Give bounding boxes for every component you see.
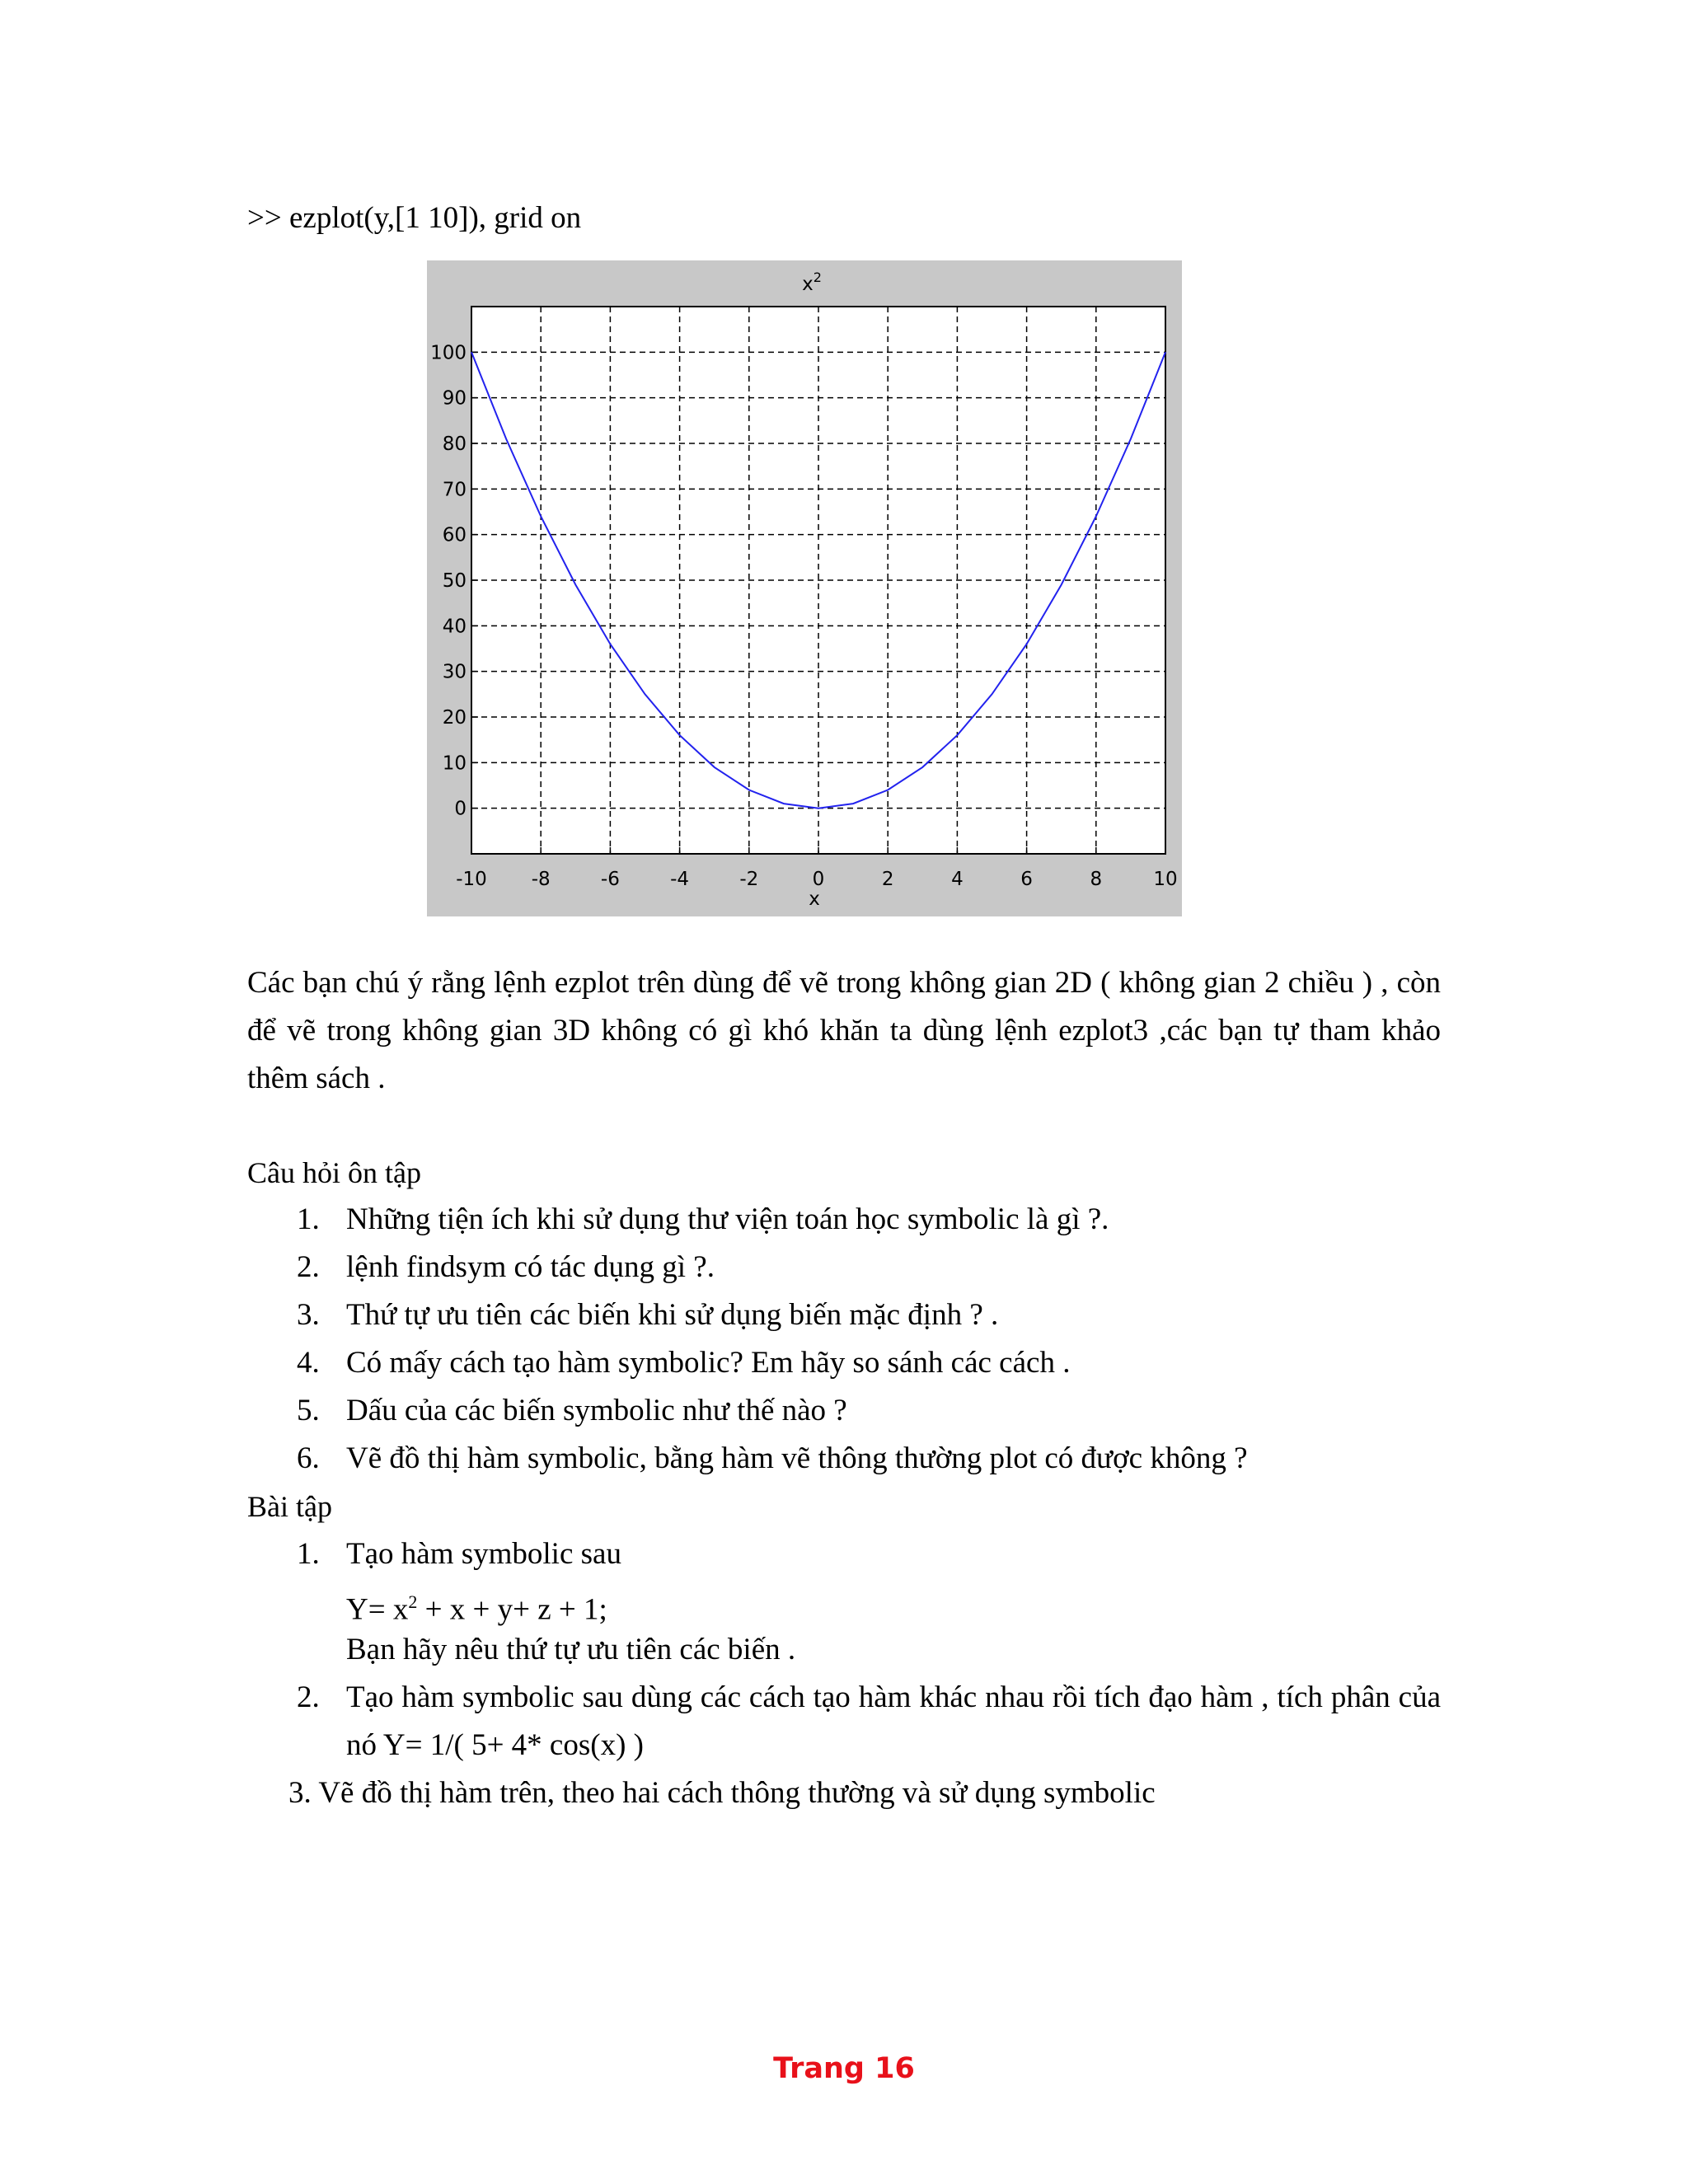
page-footer: Trang 16 bbox=[773, 2052, 915, 2085]
x-tick-label: -6 bbox=[600, 869, 620, 890]
x-tick-label: -4 bbox=[670, 869, 690, 890]
x-axis-label: x bbox=[809, 888, 820, 910]
chart-title: $x^2$ bbox=[802, 269, 822, 295]
y-tick-label: 30 bbox=[442, 661, 467, 683]
x-tick-label: -2 bbox=[739, 869, 759, 890]
review-item-number: 6. bbox=[297, 1441, 320, 1475]
x-tick-label: 0 bbox=[812, 869, 825, 890]
exercise-number: 1. bbox=[297, 1537, 320, 1571]
x-tick-label: -10 bbox=[456, 869, 487, 890]
x-tick-label: 4 bbox=[951, 869, 964, 890]
review-item-text: Vẽ đồ thị hàm symbolic, bằng hàm vẽ thông thường plot có được không ? bbox=[346, 1441, 1248, 1475]
body-paragraph: Các bạn chú ý rằng lệnh ezplot trên dùng để vẽ trong không gian 2D ( không gian 2 chiều ) , còn để vẽ trong không gian 3D không có gì khó khăn ta dùng lệnh ezplot3 ,các bạn tự tham khảo thêm sách . bbox=[247, 966, 1441, 1095]
command-line: >> ezplot(y,[1 10]), grid on bbox=[247, 201, 582, 235]
review-item-number: 5. bbox=[297, 1394, 320, 1427]
y-tick-label: 90 bbox=[442, 387, 467, 410]
figure bbox=[427, 260, 1182, 916]
review-item-text: Dấu của các biến symbolic như thế nào ? bbox=[346, 1394, 847, 1427]
review-item-text: Những tiện ích khi sử dụng thư viện toán học symbolic là gì ?. bbox=[346, 1202, 1109, 1236]
x-tick-label: 2 bbox=[881, 869, 894, 890]
review-item-text: Thứ tự ưu tiên các biến khi sử dụng biến mặc định ? . bbox=[346, 1298, 999, 1332]
review-item-text: lệnh findsym có tác dụng gì ?. bbox=[346, 1250, 715, 1284]
y-tick-label: 50 bbox=[442, 570, 467, 592]
y-tick-label: 80 bbox=[442, 434, 467, 455]
y-tick-label: 70 bbox=[442, 479, 467, 501]
y-tick-label: 20 bbox=[442, 707, 467, 729]
review-heading: Câu hỏi ôn tập bbox=[247, 1156, 421, 1189]
y-tick-label: 0 bbox=[454, 798, 467, 820]
exercise-text: 3. Vẽ đồ thị hàm trên, theo hai cách thông thường và sử dụng symbolic bbox=[288, 1776, 1156, 1810]
y-tick-label: 60 bbox=[442, 524, 467, 546]
y-tick-label: 40 bbox=[442, 616, 467, 638]
exercise-text: Tạo hàm symbolic sau bbox=[346, 1537, 621, 1571]
x-tick-label: 6 bbox=[1020, 869, 1033, 890]
exercises-heading: Bài tập bbox=[247, 1490, 332, 1523]
y-tick-label: 100 bbox=[430, 342, 467, 364]
x-tick-label: 10 bbox=[1153, 869, 1178, 890]
review-item-number: 3. bbox=[297, 1298, 320, 1332]
review-item-number: 1. bbox=[297, 1202, 320, 1236]
y-tick-label: 10 bbox=[442, 752, 467, 775]
review-item-number: 4. bbox=[297, 1346, 320, 1380]
x-tick-label: 8 bbox=[1090, 869, 1103, 890]
exercise-formula: $Y= x^2 + x + y+ z + 1$; bbox=[346, 1591, 607, 1627]
exercise-text: Tạo hàm symbolic sau dùng các cách tạo hàm khác nhau rồi tích đạo hàm , tích phân của nó Y= 1/( 5+ 4* cos(x) ) bbox=[346, 1680, 1441, 1762]
exercise-number: 2. bbox=[297, 1680, 320, 1714]
review-item-number: 2. bbox=[297, 1250, 320, 1284]
x-tick-label: -8 bbox=[531, 869, 551, 890]
review-item-text: Có mấy cách tạo hàm symbolic? Em hãy so sánh các cách . bbox=[346, 1346, 1071, 1380]
exercise-text: Bạn hãy nêu thứ tự ưu tiên các biến . bbox=[346, 1633, 796, 1666]
